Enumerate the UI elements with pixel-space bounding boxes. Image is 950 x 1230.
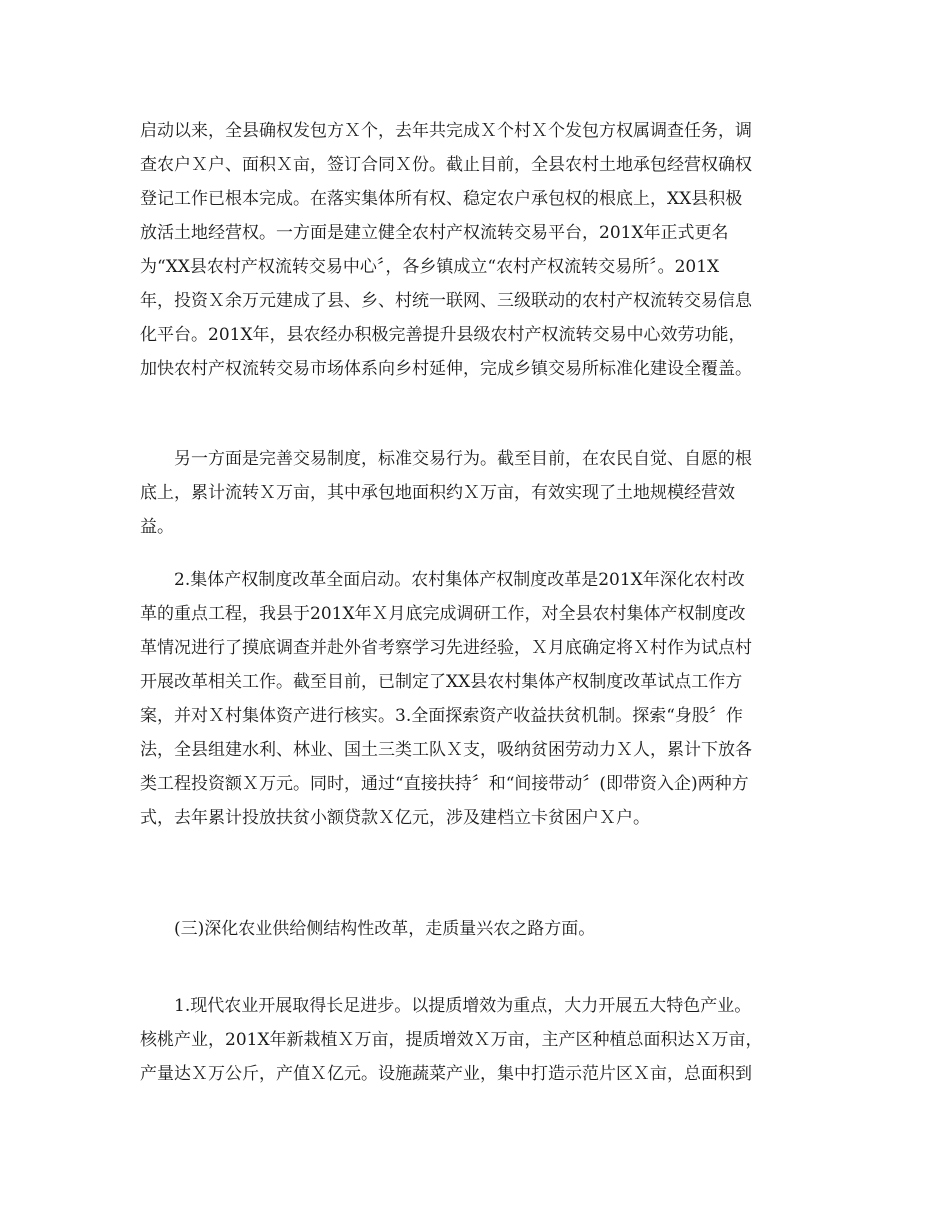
text-line: 革的重点工程，我县于201X年Ｘ月底完成调研工作，对全县农村集体产权制度改 bbox=[140, 604, 746, 624]
text-line: 年，投资Ｘ余万元建成了县、乡、村统一联网、三级联动的农村产权流转交易信息 bbox=[140, 291, 752, 311]
text-line: 为“XX县农村产权流转交易中心〞，各乡镇成立“农村产权流转交易所〞。201X bbox=[140, 257, 720, 277]
paragraph-land-rights bbox=[140, 114, 820, 386]
text-line: 放活土地经营权。一方面是建立健全农村产权流转交易平台，201X年正式更名 bbox=[140, 223, 729, 243]
text-line: 类工程投资额Ｘ万元。同时，通过“直接扶持〞和“间接带动〞(即带资入企)两种方 bbox=[140, 774, 749, 794]
text-line: 化平台。201X年，县农经办积极完善提升县级农村产权流转交易中心效劳功能， bbox=[140, 325, 746, 345]
text-line: 法，全县组建水利、林业、国土三类工队Ｘ支，吸纳贫困劳动力Ｘ人，累计下放各 bbox=[140, 740, 752, 760]
text-line: 1.现代农业开展取得长足进步。以提质增效为重点，大力开展五大特色产业。 bbox=[140, 996, 752, 1016]
text-line: 核桃产业，201X年新栽植Ｘ万亩，提质增效Ｘ万亩，主产区种植总面积达Ｘ万亩， bbox=[140, 1030, 763, 1050]
text-line: 启动以来，全县确权发包方Ｘ个，去年共完成Ｘ个村Ｘ个发包方权属调查任务，调 bbox=[140, 121, 752, 141]
text-line: 式，去年累计投放扶贫小额贷款Ｘ亿元，涉及建档立卡贫困户Ｘ户。 bbox=[140, 808, 650, 828]
text-line: 产量达Ｘ万公斤，产值Ｘ亿元。设施蔬菜产业，集中打造示范片区Ｘ亩，总面积到 bbox=[140, 1064, 752, 1084]
text-line: 查农户Ｘ户、面积Ｘ亩，签订合同Ｘ份。截止目前，全县农村土地承包经营权确权 bbox=[140, 155, 752, 175]
text-line: 登记工作已根本完成。在落实集体所有权、稳定农户承包权的根底上，XX县积极 bbox=[140, 189, 743, 209]
text-line: 另一方面是完善交易制度，标准交易行为。截至目前，在农民自觉、自愿的根 bbox=[140, 449, 752, 469]
text-line: 案，并对Ｘ村集体资产进行核实。3.全面探索资产收益扶贫机制。探索“身股〞作 bbox=[140, 706, 743, 726]
paragraph-collective-property-reform bbox=[140, 563, 820, 835]
text-line: 革情况进行了摸底调查并赴外省考察学习先进经验，Ｘ月底确定将Ｘ村作为试点村 bbox=[140, 638, 752, 658]
paragraph-modern-agriculture bbox=[140, 989, 820, 1091]
text-line: 加快农村产权流转交易市场体系向乡村延伸，完成乡镇交易所标准化建设全覆盖。 bbox=[140, 359, 752, 379]
paragraph-trading-system bbox=[140, 442, 820, 544]
text-line: 开展改革相关工作。截至目前，已制定了XX县农村集体产权制度改革试点工作方 bbox=[140, 672, 743, 692]
text-line: 益。 bbox=[140, 517, 174, 537]
text-line: 2.集体产权制度改革全面启动。农村集体产权制度改革是201X年深化农村改 bbox=[140, 570, 745, 590]
section-heading bbox=[140, 912, 820, 946]
text-line: (三)深化农业供给侧结构性改革，走质量兴农之路方面。 bbox=[140, 919, 596, 939]
text-line: 底上，累计流转Ｘ万亩，其中承包地面积约Ｘ万亩，有效实现了土地规模经营效 bbox=[140, 483, 735, 503]
